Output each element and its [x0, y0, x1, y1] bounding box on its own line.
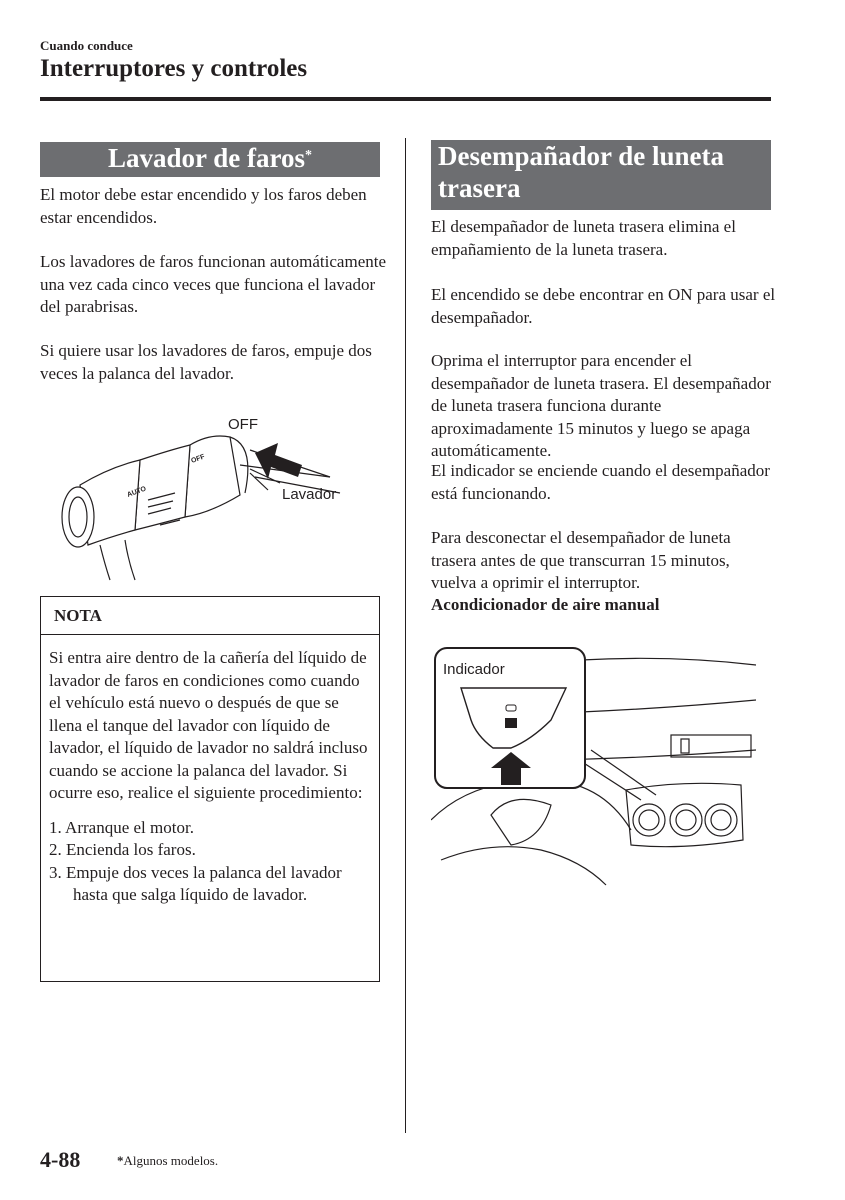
paragraph: Oprima el interruptor para encender el desempañador de luneta trasera. El desempañador de luneta trasera funciona durante aproximadamente 15 minutos y luego se apaga automáticamente.: [431, 351, 771, 460]
stalk-label-off: OFF: [190, 453, 206, 465]
paragraph: Los lavadores de faros funcionan automáticamente una vez cada cinco veces que funciona el lavador del parabrisas.: [40, 252, 387, 316]
heading-text: Lavador de faros: [107, 143, 305, 173]
label-indicador: Indicador: [443, 661, 505, 678]
header-rule: [40, 97, 771, 101]
dashboard-figure: [431, 640, 761, 890]
paragraph: Para desconectar el desempañador de luneta trasera antes de que transcurran 15 minutos, vuelva a oprimir el interruptor.: [431, 528, 731, 592]
footnote-asterisk: *: [117, 1153, 124, 1168]
label-lavador: Lavador: [282, 486, 337, 503]
subheading-aire-manual: Acondicionador de aire manual: [431, 595, 660, 614]
paragraph: El motor debe estar encendido y los faros deben estar encendidos.: [40, 185, 367, 227]
nota-step: 2. Encienda los faros.: [49, 840, 196, 859]
column-divider: [405, 138, 406, 1133]
wiper-stalk-illustration: [40, 405, 390, 585]
nota-step: 1. Arranque el motor.: [49, 817, 194, 837]
footnote: [117, 1153, 218, 1169]
nota-box: [40, 596, 380, 982]
page-number: 4-88: [40, 1147, 81, 1172]
label-off: OFF: [228, 416, 258, 433]
paragraph: El indicador se enciende cuando el desempañador está funcionando.: [431, 461, 770, 503]
heading-asterisk: *: [305, 148, 312, 163]
page-title: Interruptores y controles: [40, 55, 308, 82]
paragraph: El desempañador de luneta trasera elimina el empañamiento de la luneta trasera.: [431, 217, 736, 259]
section-kicker: Cuando conduce: [40, 38, 133, 53]
stalk-label-auto: AUTO: [126, 485, 148, 499]
heading-desempanador: Desempañador de luneta trasera: [431, 140, 771, 210]
heading-lavador-de-faros: [40, 142, 380, 177]
paragraph: Si quiere usar los lavadores de faros, empuje dos veces la palanca del lavador.: [40, 341, 372, 383]
nota-step: 3. Empuje dos veces la palanca del lavador hasta que salga líquido de lavador.: [49, 862, 342, 904]
footnote-text: Algunos modelos.: [123, 1153, 219, 1168]
nota-title: NOTA: [41, 597, 379, 635]
wiper-stalk-figure: [40, 405, 390, 585]
nota-body: [41, 635, 379, 907]
nota-steps: [49, 817, 371, 907]
nota-text: Si entra aire dentro de la cañería del líquido de lavador de faros en condiciones como cuando el vehículo está nuevo o después de que se llena el tanque del lavador con líquido de lavador, el líquido de lavador no saldrá incluso cuando se accione la palanca del lavador. Si ocurre eso, realice el siguiente procedimiento:: [49, 648, 368, 802]
dashboard-illustration: [431, 640, 761, 890]
paragraph: El encendido se debe encontrar en ON para usar el desempañador.: [431, 285, 776, 327]
